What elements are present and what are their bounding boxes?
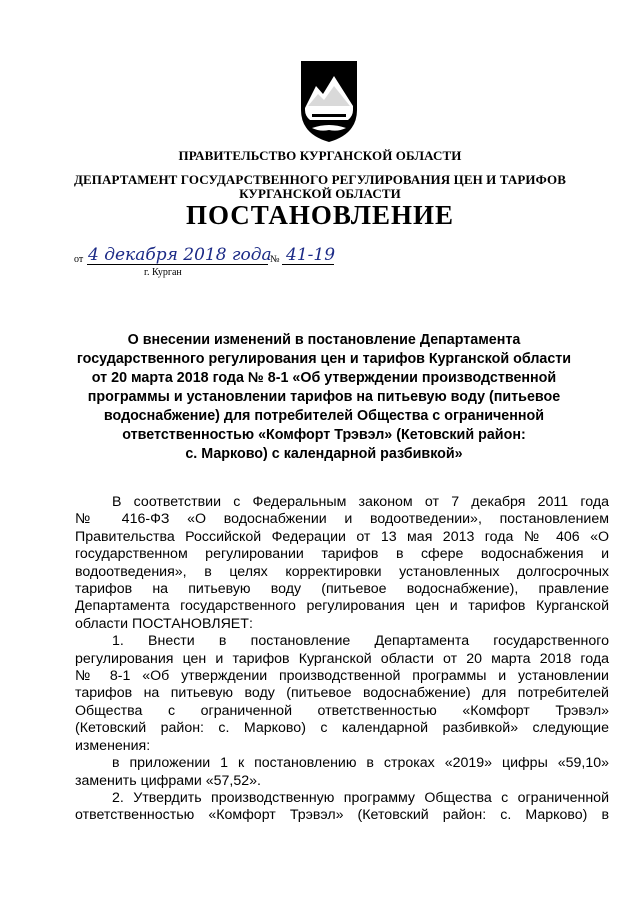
coat-of-arms-icon xyxy=(298,58,360,144)
title-line: программы и установлении тарифов на питьевую воду (питьевое xyxy=(87,389,561,405)
document-body xyxy=(75,494,609,825)
body-line: водоотведения», в целях корректировки установленных долгосрочных xyxy=(75,563,609,580)
body-line: государственном регулировании тарифов в сфере водоснабжения и xyxy=(75,546,609,563)
from-label: от xyxy=(74,254,84,265)
number-underline xyxy=(282,264,334,265)
title-line: О внесении изменений в постановление Департамента xyxy=(127,332,521,348)
body-line: тарифов на питьевую воду (питьевое водоснабжение), правление xyxy=(75,581,609,598)
body-line: изменения: xyxy=(75,737,151,754)
body-line: № 416-ФЗ «О водоснабжении и водоотведении», постановлением xyxy=(75,511,609,528)
document-title xyxy=(60,331,588,464)
city-label: г. Курган xyxy=(144,267,182,278)
date-underline xyxy=(87,264,268,265)
body-line: области ПОСТАНОВЛЯЕТ: xyxy=(75,615,253,632)
title-line: государственного регулирования цен и тарифов Курганской области xyxy=(76,351,572,367)
body-line: тарифов на питьевую воду (питьевое водоснабжение) для потребителей xyxy=(75,685,609,702)
body-line: 2. Утвердить производственную программу Общества с ограниченной xyxy=(112,789,609,806)
document-number: 41-19 xyxy=(286,245,336,265)
body-line: ответственностью «Комфорт Трэвэл» (Кетовский район: с. Марково) в xyxy=(75,807,609,824)
date-number-row xyxy=(74,244,374,284)
document-type: ПОСТАНОВЛЕНИЕ xyxy=(185,200,455,230)
body-line: В соответствии с Федеральным законом от 7 декабря 2011 года xyxy=(112,494,609,510)
department-name-line1: ДЕПАРТАМЕНТ ГОСУДАРСТВЕННОГО РЕГУЛИРОВАНИЯ ЦЕН И ТАРИФОВ xyxy=(73,172,566,187)
body-line: № 8-1 «Об утверждении производственной программы и установлении xyxy=(75,668,609,685)
title-line: ответственностью «Комфорт Трэвэл» (Кетовский район: xyxy=(122,427,526,443)
title-line: водоснабжение) для потребителей Общества с ограниченной xyxy=(103,408,545,424)
number-label: № xyxy=(270,254,280,265)
body-line: регулирования цен и тарифов Курганской области от 20 марта 2018 года xyxy=(75,650,609,667)
body-line: 1. Внести в постановление Департамента государственного xyxy=(112,633,609,650)
government-name: ПРАВИТЕЛЬСТВО КУРГАНСКОЙ ОБЛАСТИ xyxy=(178,148,462,163)
body-line: (Кетовский район: с. Марково) с календарной разбивкой» следующие xyxy=(75,720,609,737)
department-name-line2: КУРГАНСКОЙ ОБЛАСТИ xyxy=(239,186,401,201)
body-line: Общества с ограниченной ответственностью «Комфорт Трэвэл» xyxy=(75,702,609,719)
body-line: в приложении 1 к постановлению в строках «2019» цифры «59,10» xyxy=(112,755,609,772)
body-line: заменить цифрами «57,52». xyxy=(75,772,261,789)
title-line: с. Марково) с календарной разбивкой» xyxy=(185,446,463,462)
body-line: Правительства Российской Федерации от 13 мая 2013 года № 406 «О xyxy=(75,528,609,545)
body-line: Департамента государственного регулирования цен и тарифов Курганской xyxy=(75,598,609,615)
title-line: от 20 марта 2018 года № 8-1 «Об утверждении производственной xyxy=(91,370,557,386)
document-date: 4 декабря 2018 года xyxy=(88,245,272,265)
